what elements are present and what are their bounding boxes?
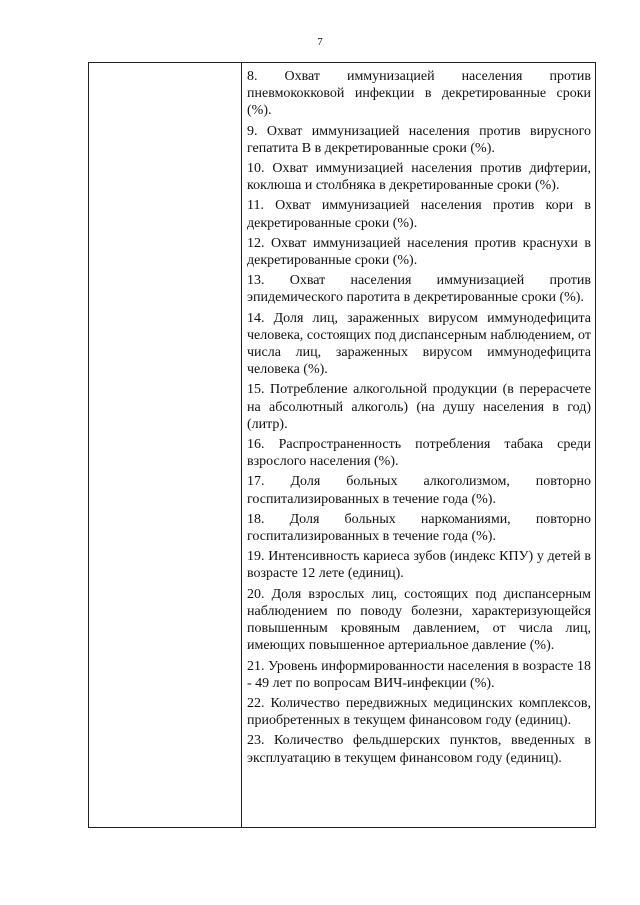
indicator-item: 11. Охват иммунизацией населения против кори в декретированные сроки (%).	[247, 198, 591, 231]
indicator-item: 10. Охват иммунизацией населения против дифтерии, коклюша и столбняка в декретированные сроки (%).	[247, 161, 591, 194]
indicator-item: 19. Интенсивность кариеса зубов (индекс КПУ) у детей в возрасте 12 лете (единиц).	[247, 549, 591, 582]
indicator-item: 14. Доля лиц, зараженных вирусом иммунодефицита человека, состоящих под диспансерным наблюдением, от числа лиц, зараженных вирусом иммунодефицита человека (%).	[247, 310, 591, 378]
table-left-column	[89, 63, 242, 827]
table-right-column	[242, 63, 596, 827]
indicator-item: 17. Доля больных алкоголизмом, повторно госпитализированных в течение года (%).	[247, 474, 591, 507]
indicator-item: 13. Охват населения иммунизацией против эпидемического паротита в декретированные сроки (%).	[247, 273, 591, 306]
indicator-item: 20. Доля взрослых лиц, состоящих под диспансерным наблюдением по поводу болезни, характеризующейся повышенным кровяным давлением, от числа лиц, имеющих повышенное артериальное давление (%).	[247, 586, 591, 654]
indicator-item: 12. Охват иммунизацией населения против краснухи в декретированные сроки (%).	[247, 235, 591, 269]
indicator-item: 8. Охват иммунизацией населения против пневмококковой инфекции в декретированные сроки (%).	[247, 69, 591, 119]
indicator-table	[88, 62, 596, 828]
page-number: 7	[317, 36, 323, 48]
indicator-item: 22. Количество передвижных медицинских комплексов, приобретенных в текущем финансовом году (единиц).	[247, 695, 591, 729]
indicator-item: 16. Распространенность потребления табака среди взрослого населения (%).	[247, 437, 591, 470]
indicator-item: 9. Охват иммунизацией населения против вирусного гепатита В в декретированные сроки (%).	[247, 123, 591, 156]
indicator-item: 21. Уровень информированности населения в возрасте 18 - 49 лет по вопросам ВИЧ-инфекции (%).	[247, 658, 591, 691]
indicator-item: 18. Доля больных наркоманиями, повторно госпитализированных в течение года (%).	[247, 511, 591, 545]
indicator-item: 15. Потребление алкогольной продукции (в перерасчете на абсолютный алкоголь) (на душу населения в год) (литр).	[247, 382, 591, 432]
indicator-item: 23. Количество фельдшерских пунктов, введенных в эксплуатацию в текущем финансовом году (единиц).	[247, 733, 591, 766]
